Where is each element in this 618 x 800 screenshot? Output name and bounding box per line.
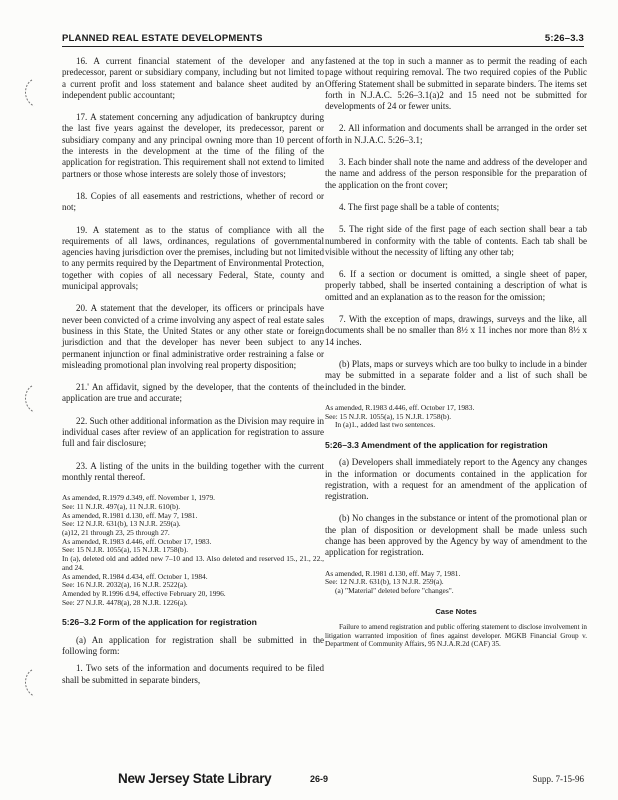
paragraph-21: 21.' An affidavit, signed by the developer, that the contents of the application are true and accurate; <box>62 382 324 404</box>
binder-hole-mark <box>20 384 36 414</box>
paragraph-7: 7. With the exception of maps, drawings, surveys and the like, all documents shall be no smaller than 8½ x 11 inches nor more than 8½ x 14 inches. <box>325 314 587 347</box>
history-note: As amended, R.1981 d.130, eff. May 7, 1981. See: 12 N.J.R. 631(b), 13 N.J.R. 259(a). (a) "Material" deleted before "changes". <box>325 568 461 596</box>
paragraph-19: 19. A statement as to the status of compliance with all the requirements of all laws, ordinances, regulations of governmental agencies having jurisdiction over the premises, including but not limited to any permits required by the Department of Environmental Protection, together with copies of all necessary Federal, State, county and municipal approvals; <box>62 224 324 292</box>
page-number: 26-9 <box>310 774 329 784</box>
library-stamp: New Jersey State Library <box>118 771 272 786</box>
paragraph-2: 2. All information and documents shall be arranged in the order set forth in N.J.A.C. 5:26–3.1; <box>325 123 587 145</box>
header-title: PLANNED REAL ESTATE DEVELOPMENTS <box>62 33 263 44</box>
section-heading: 5:26–3.3 Amendment of the application for registration <box>325 439 548 450</box>
paragraph-23: 23. A listing of the units in the building together with the current monthly rental thereof. <box>62 460 324 482</box>
paragraph-b: (b) No changes in the substance or intent of the promotional plan or the plan of disposition or development shall be made unless such change has been approved by the Agency by way of amendment to the application for registration. <box>325 513 587 558</box>
paragraph-a: (a) Developers shall immediately report to the Agency any changes in the information or documents contained in the application for registration, with a request for an amendment of the application of registration. <box>325 457 587 502</box>
case-notes-heading: Case Notes <box>435 606 477 616</box>
paragraph-16: 16. A current financial statement of the developer and any predecessor, parent or subsidiary company, including but not limited to a current profit and loss statement and balance sheet audited by an independent public accountant; <box>62 56 324 100</box>
paragraph-continued: fastened at the top in such a manner as to permit the reading of each page without requiring removal. The two required copies of the Public Offering Statement shall be submitted in separate binders. The items set forth in N.J.A.C. 5:26–3.1(a)2 and 15 need not be submitted for developments of 24 or fewer units. <box>325 56 587 112</box>
case-note: Failure to amend registration and public offering statement to disclose involvement in litigation warranted imposition of fines against developer. MGKB Financial Group v. Department of Community Affairs, 95 N.J.A.R.2d (CAF) 35. <box>325 623 587 649</box>
history-note: As amended, R.1983 d.446, eff. October 17, 1983. See: 15 N.J.R. 1055(a), 15 N.J.R. 1758(b). In (a)1., added last two sentences. <box>325 402 475 430</box>
header-section: 5:26–3.3 <box>544 33 584 44</box>
binder-hole-mark <box>20 78 36 108</box>
paragraph-b: (b) Plats, maps or surveys which are too bulky to include in a binder may be submitted in a separate folder and a list of such shall be included in the binder. <box>325 358 587 392</box>
paragraph-22: 22. Such other additional information as the Division may require in individual cases after review of an application for registration to assure full and fair disclosure; <box>62 415 324 449</box>
paragraph-20: 20. A statement that the developer, its officers or principals have never been convicted of a crime involving any aspect of real estate sales business in this State, the United States or any other state or foreign jurisdiction and that the developer has never been subject to any permanent injunction or final administrative order restraining a false or misleading promotional plan involving real property disposition; <box>62 303 324 370</box>
paragraph-3: 3. Each binder shall note the name and address of the developer and the name and address of the person responsible for the preparation of the application on the front cover; <box>325 157 587 190</box>
paragraph-1: 1. Two sets of the information and documents required to be filed shall be submitted in separate binders, <box>62 663 324 685</box>
supplement-date: Supp. 7-15-96 <box>532 774 584 784</box>
paragraph-18: 18. Copies of all easements and restrictions, whether of record or not; <box>62 190 324 213</box>
paragraph-6: 6. If a section or document is omitted, a single sheet of paper, properly tabbed, shall be inserted containing a description of what is omitted and an explanation as to the reason for the omission; <box>325 269 587 302</box>
running-header <box>62 33 584 47</box>
right-column <box>325 56 587 660</box>
section-heading: 5:26–3.2 Form of the application for registration <box>62 617 257 628</box>
history-note: As amended, R.1979 d.349, eff. November 1, 1979. See: 11 N.J.R. 497(a), 11 N.J.R. 610(b). As amended, R.1981 d.130, eff. May 7, 1981. See: 12 N.J.R. 631(b), 13 N.J.R. 259(a). (a)12, 21 through 23, 25 through 27. As amended, R.1983 d.446, eff. October 17, 1983. See: 15 N.J.R. 1055(a), 15 N.J.R. 1758(b). In (a), deleted old and added new 7–10 and 13. Also deleted and reserved 15., 21., 22., and 24. As amended, R.1984 d.434, eff. October 1, 1984. See: 16 N.J.R. 2032(a), 16 N.J.R. 2522(a). Amended by R.1996 d.94, effective February 20, 1996. See: 27 N.J.R. 4478(a), 28 N.J.R. 1226(a). <box>62 493 324 607</box>
binder-hole-mark <box>20 668 36 698</box>
paragraph-a: (a) An application for registration shall be submitted in the following form: <box>62 634 324 656</box>
left-column <box>62 56 324 697</box>
paragraph-4: 4. The first page shall be a table of contents; <box>339 201 500 212</box>
paragraph-17: 17. A statement concerning any adjudication of bankruptcy during the last five years against the developer, its predecessor, parent or subsidiary company and any principal owning more than 10 percent of the interests in the development at the time of the filing of the application for registration. This requirement shall not extend to limited partners or those whose interests are solely those of investors; <box>62 112 324 179</box>
paragraph-5: 5. The right side of the first page of each section shall bear a tab numbered in conformity with the table of contents. Each tab shall be visible without the necessity of lifting any other tab; <box>325 224 587 257</box>
